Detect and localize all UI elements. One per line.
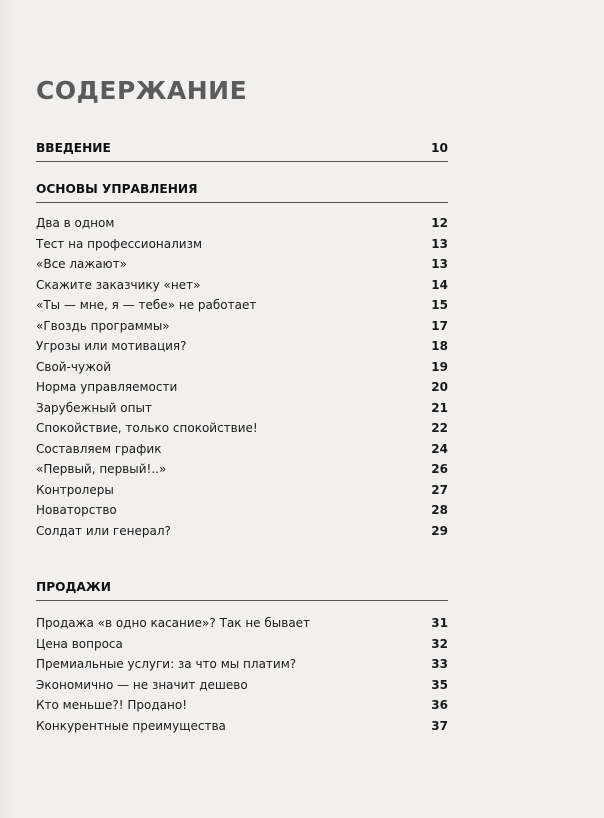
- entry-page-number: 19: [431, 359, 448, 374]
- toc-entry[interactable]: [36, 213, 448, 234]
- sales-section: [36, 577, 448, 736]
- entry-page-number: 35: [431, 677, 448, 692]
- entry-title: Зарубежный опыт: [36, 400, 152, 415]
- entry-page-number: 36: [431, 698, 448, 712]
- intro-section: [36, 138, 448, 162]
- toc-entry[interactable]: [36, 295, 448, 316]
- entry-page-number: 31: [431, 616, 448, 630]
- entry-title: Продажа «в одно касание»? Так не бывает: [36, 616, 311, 630]
- entry-title: Премиальные услуги: за что мы платим?: [36, 657, 297, 671]
- entry-page-number: 28: [431, 503, 448, 517]
- entry-title: Новаторство: [36, 503, 117, 517]
- entry-title: Свой-чужой: [36, 359, 112, 374]
- toc-entry[interactable]: [36, 675, 448, 696]
- page-title: СОДЕРЖАНИЕ: [36, 76, 248, 105]
- toc-entry[interactable]: [36, 234, 448, 255]
- entry-title: Солдат или генерал?: [36, 523, 171, 538]
- intro-page-number: 10: [431, 141, 448, 155]
- entry-page-number: 27: [431, 482, 448, 497]
- toc-entry[interactable]: [36, 439, 448, 460]
- sales-heading-label: ПРОДАЖИ: [36, 580, 111, 594]
- toc-entry[interactable]: [36, 377, 448, 398]
- toc-entry[interactable]: [36, 480, 448, 501]
- management-section: [36, 179, 448, 541]
- management-heading-label: ОСНОВЫ УПРАВЛЕНИЯ: [36, 182, 198, 196]
- sales-divider: [36, 600, 448, 601]
- entry-title: «Все лажают»: [36, 257, 127, 271]
- toc-entry[interactable]: [36, 654, 448, 675]
- entry-page-number: 13: [431, 236, 448, 251]
- entry-title: Скажите заказчику «нет»: [36, 277, 201, 292]
- entry-title: Два в одном: [36, 216, 115, 230]
- toc-entry[interactable]: [36, 357, 448, 378]
- toc-entry[interactable]: [36, 634, 448, 655]
- entry-title: Контролеры: [36, 482, 114, 497]
- entry-title: Конкурентные преимущества: [36, 718, 226, 733]
- toc-entry[interactable]: [36, 418, 448, 439]
- intro-label: ВВЕДЕНИЕ: [36, 141, 111, 155]
- toc-entry[interactable]: [36, 336, 448, 357]
- intro-entry[interactable]: [36, 138, 448, 158]
- entry-page-number: 32: [431, 636, 448, 651]
- entry-title: Цена вопроса: [36, 636, 123, 651]
- intro-divider: [36, 161, 448, 162]
- sales-heading: [36, 577, 448, 597]
- toc-entry[interactable]: [36, 459, 448, 480]
- entry-page-number: 24: [431, 441, 448, 456]
- entry-page-number: 15: [431, 298, 448, 312]
- entry-page-number: 37: [431, 718, 448, 733]
- entry-page-number: 13: [431, 257, 448, 271]
- entry-title: Экономично — не значит дешево: [36, 677, 248, 692]
- toc-entry[interactable]: [36, 521, 448, 542]
- entry-title: «Гвоздь программы»: [36, 318, 170, 333]
- management-heading: [36, 179, 448, 199]
- entry-title: Тест на профессионализм: [36, 236, 203, 251]
- entry-page-number: 21: [431, 400, 448, 415]
- entry-title: Угрозы или мотивация?: [36, 339, 187, 353]
- entry-title: «Ты — мне, я — тебе» не работает: [36, 298, 257, 312]
- entry-page-number: 18: [431, 339, 448, 353]
- toc-entry[interactable]: [36, 275, 448, 296]
- toc-entry[interactable]: [36, 316, 448, 337]
- entry-title: Норма управляемости: [36, 380, 178, 394]
- entry-page-number: 22: [431, 421, 448, 435]
- entry-title: Спокойствие, только спокойствие!: [36, 421, 258, 435]
- entry-page-number: 17: [431, 318, 448, 333]
- entry-page-number: 29: [431, 523, 448, 538]
- entry-page-number: 26: [431, 462, 448, 476]
- toc-entry[interactable]: [36, 716, 448, 737]
- entry-page-number: 14: [431, 277, 448, 292]
- entry-title: Кто меньше?! Продано!: [36, 698, 188, 712]
- entry-title: «Первый, первый!..»: [36, 462, 167, 476]
- entry-page-number: 12: [431, 216, 448, 230]
- entry-page-number: 33: [431, 657, 448, 671]
- entry-title: Составляем график: [36, 441, 162, 456]
- toc-entry[interactable]: [36, 254, 448, 275]
- toc-entry[interactable]: [36, 613, 448, 634]
- toc-entry[interactable]: [36, 500, 448, 521]
- entry-page-number: 20: [431, 380, 448, 394]
- toc-entry[interactable]: [36, 695, 448, 716]
- management-divider: [36, 202, 448, 203]
- toc-entry[interactable]: [36, 398, 448, 419]
- sales-list: [36, 613, 448, 736]
- management-list: [36, 213, 448, 541]
